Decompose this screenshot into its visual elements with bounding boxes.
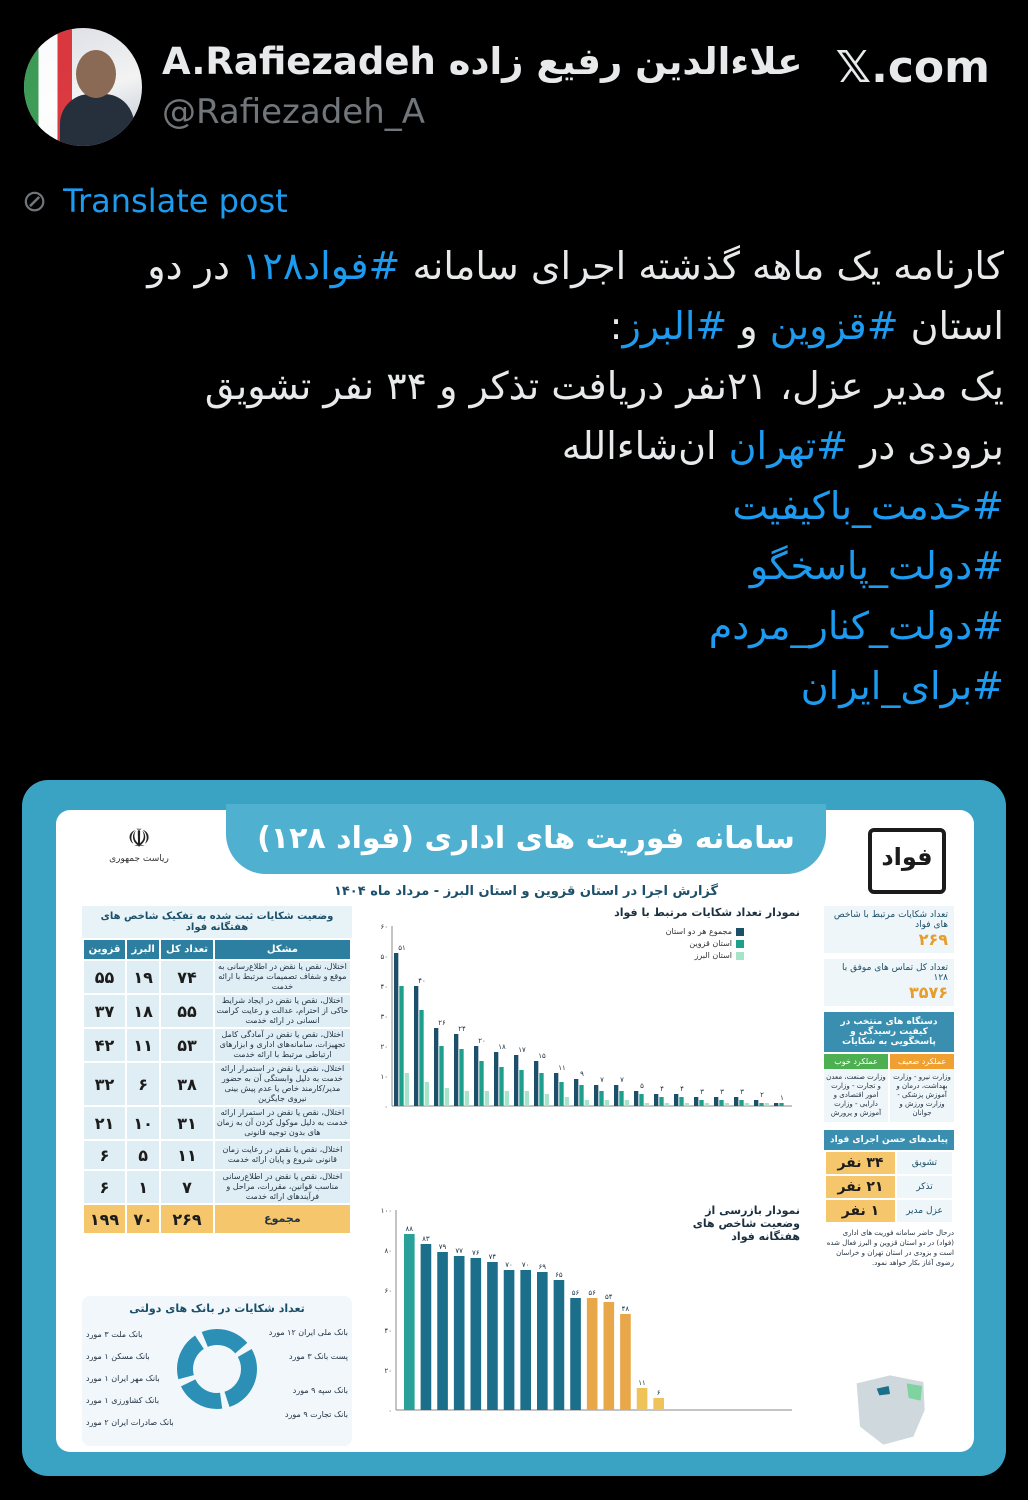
bar [494, 1052, 498, 1106]
bank-label: بانک مسکن ۱ مورد [86, 1352, 150, 1361]
data-label: ۷۰ [505, 1261, 513, 1269]
data-label: ۳ [700, 1088, 704, 1096]
table-caption: وضعیت شکایات ثبت شده به تفکیک شاخص های هفتگانه فواد [82, 906, 352, 938]
user-handle[interactable]: @Rafiezadeh_A [162, 92, 426, 132]
data-label: ۷۷ [455, 1247, 463, 1255]
data-label: ۳ [720, 1088, 724, 1096]
bar [554, 1280, 565, 1410]
bar [559, 1082, 563, 1106]
cell-problem: اختلال، نقص یا نقض در رعایت زمان قانونی شروع و پایان ارائه خدمت [215, 1141, 350, 1169]
bar [474, 1046, 478, 1106]
legend-swatch [736, 952, 744, 960]
infographic-panel [56, 810, 974, 1452]
tweet-text [24, 236, 1004, 716]
bar [465, 1091, 469, 1106]
devices-title: دستگاه های منتخب در کیفیت رسیدگی و پاسخگویی به شکایات [824, 1012, 954, 1052]
data-label: ۵۶ [571, 1289, 580, 1297]
cell-total: ۷۴ [161, 961, 213, 993]
cell-total: ۵۳ [161, 1029, 213, 1061]
table [82, 938, 352, 1235]
good-label: عملکرد خوب [824, 1054, 888, 1069]
y-tick-label: ۱۰۰ [380, 1207, 392, 1215]
bar [625, 1100, 629, 1106]
bank-label: بانک مهر ایران ۱ مورد [86, 1374, 160, 1383]
cell-alborz: ۶ [127, 1063, 159, 1105]
bar [445, 1088, 449, 1106]
table-row [84, 1141, 350, 1169]
outcome-value: ۲۱ نفر [826, 1176, 895, 1198]
weak-label: عملکرد ضعیف [890, 1054, 954, 1069]
bar [685, 1103, 689, 1106]
stat-value: ۲۶۹ [918, 930, 948, 949]
bank-label: بانک سپه ۹ مورد [292, 1386, 348, 1395]
chart-title: نمودار بازرسی از وضعیت شاخص های هفتگانه فواد [692, 1204, 800, 1243]
data-label: ۸۳ [422, 1235, 430, 1243]
stat-label: تعداد کل تماس های موفق با ۱۲۸ [842, 963, 948, 983]
emblem [84, 824, 194, 864]
table-total-row [84, 1205, 350, 1233]
bank-label: پست بانک ۳ مورد [288, 1352, 348, 1361]
tweet-line: یک مدیر عزل، ۲۱نفر دریافت تذکر و ۳۴ نفر تشویق [204, 364, 1004, 408]
translate-label: Translate post [63, 182, 288, 220]
text-span: بزودی در [848, 424, 1004, 468]
data-label: ۴۸ [621, 1305, 630, 1313]
performance-header [824, 1054, 954, 1069]
bar [679, 1097, 683, 1106]
table-row [84, 1063, 350, 1105]
cell-qazvin: ۱۹۹ [84, 1205, 125, 1233]
bar [405, 1073, 409, 1106]
rollout-note: درحال حاضر سامانه فوریت های اداری (فواد) در دو استان قزوین و البرز فعال شده است و بزودی در استان تهران و خراسان رضوی آغاز بکار خواهد نمود. [826, 1229, 954, 1267]
bar [399, 986, 403, 1106]
bar [594, 1085, 598, 1106]
banks-panel [82, 1296, 352, 1446]
cell-qazvin: ۳۲ [84, 1063, 125, 1105]
tweet-line [24, 236, 1004, 296]
bar [654, 1094, 658, 1106]
data-label: ۱۷ [518, 1046, 526, 1054]
complaints-table [82, 906, 352, 1235]
bar [421, 1244, 432, 1410]
bank-label: بانک کشاورزی ۱ مورد [86, 1396, 160, 1405]
bar [570, 1298, 581, 1410]
cell-total: ۳۱ [161, 1107, 213, 1139]
bar [539, 1073, 543, 1106]
col-header: مشکل [215, 940, 350, 959]
data-label: ۱۱ [638, 1379, 646, 1387]
iran-map [830, 1370, 950, 1450]
bar [454, 1256, 465, 1410]
bar [779, 1103, 783, 1106]
outcomes-table [824, 1150, 954, 1224]
outcome-label: عزل مدیر [897, 1200, 952, 1222]
bar [519, 1070, 523, 1106]
cell-alborz: ۱۹ [127, 961, 159, 993]
cell-qazvin: ۶ [84, 1141, 125, 1169]
table-row [84, 1171, 350, 1203]
cell-problem: اختلال، نقص یا نقض در استمرار ارائه خدمت به دلیل وابستگی آن به حضور مدیر/کارمند خاص یا عدم پیش بینی نیروی جایگزین [215, 1063, 350, 1105]
hashtag-quality-service[interactable]: #خدمت_باکیفیت [732, 484, 1004, 528]
bar [454, 1034, 458, 1106]
bar [619, 1091, 623, 1106]
data-label: ۷ [600, 1076, 604, 1084]
legend-item [666, 926, 744, 938]
emblem-text: ریاست جمهوری [109, 854, 169, 864]
bar [505, 1091, 509, 1106]
outcome-row [826, 1176, 952, 1198]
cell-alborz: ۱۸ [127, 995, 159, 1027]
bar [774, 1103, 778, 1106]
bank-label: بانک تجارت ۹ مورد [284, 1410, 348, 1419]
legend-label: استان قزوین [689, 939, 732, 948]
table-row [84, 961, 350, 993]
col-header: البرز [127, 940, 159, 959]
data-label: ۱۸ [498, 1043, 506, 1051]
y-tick-label: ۴۰ [384, 1327, 392, 1335]
infographic-image[interactable] [22, 780, 1006, 1476]
weak-items: وزارت نیرو - وزارت بهداشت، درمان و آموزش پزشکی - وزارت ورزش و جوانان [890, 1069, 954, 1122]
bar [579, 1085, 583, 1106]
tweet-line [24, 296, 1004, 356]
bar [487, 1262, 498, 1410]
y-tick-label: ۴۰ [380, 983, 388, 991]
stats-sidebar [824, 906, 954, 1268]
bar [604, 1302, 615, 1410]
stat-value: ۳۵۷۶ [908, 983, 948, 1002]
cell-problem: اختلال، نقص یا نقض در آمادگی کامل تجهیزات، سامانه‌های اداری و ابزارهای ارتباطی مرتبط با ارائه خدمت [215, 1029, 350, 1061]
bar [745, 1103, 749, 1106]
outcome-row [826, 1200, 952, 1222]
cell-problem: اختلال، نقص یا نقض در ایجاد شرایط حاکی از احترام، عدالت و رعایت کرامت انسانی در ارائه خدمت [216, 996, 349, 1025]
cell-qazvin: ۴۲ [84, 1029, 125, 1061]
data-label: ۴ [660, 1085, 664, 1093]
text-span: : [609, 304, 623, 348]
bar [514, 1055, 518, 1106]
bank-label: بانک ملی ایران ۱۲ مورد [268, 1328, 348, 1337]
y-tick-label: ۰ [388, 1407, 392, 1415]
hashtag-responsive-gov[interactable]: #دولت_پاسخگو [749, 544, 1004, 588]
hashtag-qazvin[interactable]: #قزوین [769, 304, 899, 348]
cell-problem: اختلال، نقص یا نقض در اطلاع‌رسانی به موقع و شفاف تصمیمات مرتبط با ارائه خدمت [215, 961, 350, 993]
y-tick-label: ۲۰ [384, 1367, 392, 1375]
data-label: ۲۴ [458, 1025, 466, 1033]
bar [525, 1091, 529, 1106]
bar [734, 1097, 738, 1106]
cell-qazvin: ۶ [84, 1171, 125, 1203]
bar [699, 1100, 703, 1106]
bar [759, 1103, 763, 1106]
legend-swatch [736, 928, 744, 936]
bar [394, 953, 398, 1106]
table-row [84, 1029, 350, 1061]
inspection-chart [374, 1194, 804, 1444]
data-label: ۴ [680, 1085, 684, 1093]
outcomes-title: پیامدهای حسن اجرای فواد [824, 1130, 954, 1150]
legend-item [666, 938, 744, 950]
bar [419, 1010, 423, 1106]
data-label: ۲۰ [478, 1037, 486, 1045]
data-label: ۳ [740, 1088, 744, 1096]
cell-total: ۷ [161, 1171, 213, 1203]
outcome-value: ۳۴ نفر [826, 1152, 895, 1174]
data-label: ۴۰ [418, 977, 426, 985]
bar [537, 1272, 548, 1410]
bar [554, 1073, 558, 1106]
tweet-header [24, 28, 1004, 132]
bar [694, 1097, 698, 1106]
banks-caption: تعداد شکایات در بانک های دولتی [129, 1302, 305, 1315]
bar [725, 1103, 729, 1106]
text-span: کارنامه یک ماهه گذشته اجرای سامانه [400, 244, 1004, 288]
y-tick-label: ۸۰ [384, 1247, 392, 1255]
cell-alborz: ۱ [127, 1171, 159, 1203]
bar [585, 1100, 589, 1106]
data-label: ۵ [640, 1082, 644, 1090]
bar [414, 986, 418, 1106]
bar [645, 1103, 649, 1106]
y-tick-label: ۵۰ [380, 953, 388, 961]
bar [479, 1061, 483, 1106]
bar [425, 1082, 429, 1106]
bar [459, 1049, 463, 1106]
legend-label: مجموع هر دو استان [665, 927, 732, 936]
cell-problem: مجموع [215, 1205, 350, 1233]
cell-alborz: ۵ [127, 1141, 159, 1169]
map-region-khorasan [907, 1383, 922, 1400]
cell-total: ۲۶۹ [161, 1205, 213, 1233]
data-label: ۶۹ [538, 1263, 547, 1271]
avatar[interactable] [24, 28, 142, 146]
bar [404, 1234, 415, 1410]
y-tick-label: ۲۰ [380, 1043, 388, 1051]
bar [471, 1258, 482, 1410]
bar [599, 1091, 603, 1106]
outcome-label: تشویق [897, 1152, 952, 1174]
stat-complaints [824, 906, 954, 953]
data-label: ۵۴ [605, 1293, 613, 1301]
hashtag-for-iran[interactable]: #برای_ایران [800, 664, 1004, 708]
outcome-row [826, 1152, 952, 1174]
bar [534, 1061, 538, 1106]
avatar-head [76, 50, 116, 98]
bar [499, 1067, 503, 1106]
bar [574, 1079, 578, 1106]
translate-post-link[interactable] [22, 182, 288, 220]
text-span: در دو [147, 244, 242, 288]
cell-alborz: ۱۱ [127, 1029, 159, 1061]
data-label: ۲ [760, 1091, 764, 1099]
data-label: ۶ [656, 1389, 661, 1397]
stat-calls [824, 959, 954, 1006]
data-label: ۵۱ [398, 944, 406, 952]
legend-label: استان البرز [694, 951, 732, 960]
bar [587, 1298, 598, 1410]
chart-title: نمودار تعداد شکایات مرتبط با فواد [614, 906, 800, 919]
table-row [84, 995, 350, 1027]
bar [504, 1270, 515, 1410]
bar [520, 1270, 531, 1410]
legend-item [666, 950, 744, 962]
cell-total: ۵۵ [161, 995, 213, 1027]
data-label: ۸۸ [405, 1225, 414, 1233]
data-label: ۱۵ [538, 1052, 546, 1060]
data-label: ۷ [620, 1076, 624, 1084]
donut-hole [199, 1351, 235, 1387]
x-logo: 𝕏.com [835, 42, 990, 93]
bar [705, 1103, 709, 1106]
bar [765, 1103, 769, 1106]
data-label: ۱ [780, 1094, 784, 1102]
banks-donut [172, 1324, 262, 1414]
hashtag-gov-with-people[interactable]: #دولت_کنار_مردم [708, 604, 1004, 648]
data-label: ۵۶ [588, 1289, 596, 1297]
bar [639, 1094, 643, 1106]
bar [637, 1388, 648, 1410]
cell-qazvin: ۳۷ [84, 995, 125, 1027]
bar [434, 1028, 438, 1106]
iran-emblem-icon: ☫ [127, 824, 151, 854]
translate-icon: ⊘ [22, 183, 48, 219]
bar [545, 1094, 549, 1106]
chart-legend [666, 926, 744, 962]
bar [674, 1094, 678, 1106]
bar [565, 1097, 569, 1106]
tweet-line [24, 416, 1004, 476]
y-tick-label: ۳۰ [380, 1013, 388, 1021]
data-label: ۶۵ [555, 1271, 563, 1279]
cell-total: ۱۱ [161, 1141, 213, 1169]
outcome-value: ۱ نفر [826, 1200, 895, 1222]
cell-problem: اختلال، نقص یا نقض در استمرار ارائه خدمت به دلیل موکول کردن آن به زمان های بدون توجیه قانونی [215, 1107, 350, 1139]
legend-swatch [736, 940, 744, 948]
data-label: ۷۹ [438, 1243, 447, 1251]
col-header: تعداد کل [161, 940, 213, 959]
cell-qazvin: ۵۵ [84, 961, 125, 993]
y-tick-label: ۰ [384, 1103, 388, 1111]
data-label: ۹ [580, 1070, 584, 1078]
bank-label: بانک ملت ۳ مورد [86, 1330, 143, 1339]
good-items: وزارت صنعت، معدن و تجارت - وزارت امور اقتصادی و دارایی - وزارت آموزش و پرورش [824, 1069, 888, 1122]
data-label: ۷۶ [472, 1249, 480, 1257]
cell-problem: اختلال، نقص یا نقض در اطلاع‌رسانی مناسب قوانین، مقررات، مراحل و فرآیندهای ارائه خدمت [215, 1171, 350, 1203]
cell-total: ۳۸ [161, 1063, 213, 1105]
bar [665, 1103, 669, 1106]
text-span: و [727, 304, 770, 348]
outcome-label: تذکر [897, 1176, 952, 1198]
stat-label: تعداد شکایات مرتبط با شاخص های فواد [833, 910, 948, 930]
bar [620, 1314, 631, 1410]
hashtag-fovad[interactable]: #فواد۱۲۸ [242, 244, 401, 288]
data-label: ۲۶ [438, 1019, 446, 1027]
text-span: ان‌شاءالله [561, 424, 729, 468]
cell-alborz: ۷۰ [127, 1205, 159, 1233]
y-tick-label: ۶۰ [384, 1287, 392, 1295]
y-tick-label: ۶۰ [380, 923, 388, 931]
display-name[interactable]: A.Rafiezadeh علاءالدین رفیع زاده [162, 40, 803, 83]
infographic-title: سامانه فوریت های اداری (فواد ۱۲۸) [226, 804, 826, 874]
hashtag-alborz[interactable]: #البرز [622, 304, 728, 348]
bar [439, 1046, 443, 1106]
text-span: استان [898, 304, 1004, 348]
bar [605, 1100, 609, 1106]
cell-qazvin: ۲۱ [84, 1107, 125, 1139]
hashtag-tehran[interactable]: #تهران [728, 424, 848, 468]
bar [437, 1252, 448, 1410]
performance-cells [824, 1069, 954, 1122]
table-row [84, 1107, 350, 1139]
bar [739, 1100, 743, 1106]
data-label: ۷۰ [521, 1261, 530, 1269]
bar [485, 1091, 489, 1106]
data-label: ۷۴ [488, 1253, 497, 1261]
bar [659, 1097, 663, 1106]
table-header-row [84, 940, 350, 959]
bar [614, 1085, 618, 1106]
bar [714, 1097, 718, 1106]
complaints-chart [374, 906, 804, 1166]
col-header: قزوین [84, 940, 125, 959]
bar [634, 1091, 638, 1106]
bar [719, 1100, 723, 1106]
infographic-subtitle: گزارش اجرا در استان قزوین و استان البرز - مرداد ماه ۱۴۰۴ [333, 884, 719, 899]
cell-alborz: ۱۰ [127, 1107, 159, 1139]
bar [754, 1100, 758, 1106]
fovad-logo: فواد [868, 828, 946, 894]
y-tick-label: ۱۰ [380, 1073, 388, 1081]
bar [653, 1398, 664, 1410]
bank-label: بانک صادرات ایران ۲ مورد [86, 1418, 174, 1427]
avatar-body [60, 94, 134, 146]
data-label: ۱۱ [558, 1064, 566, 1072]
